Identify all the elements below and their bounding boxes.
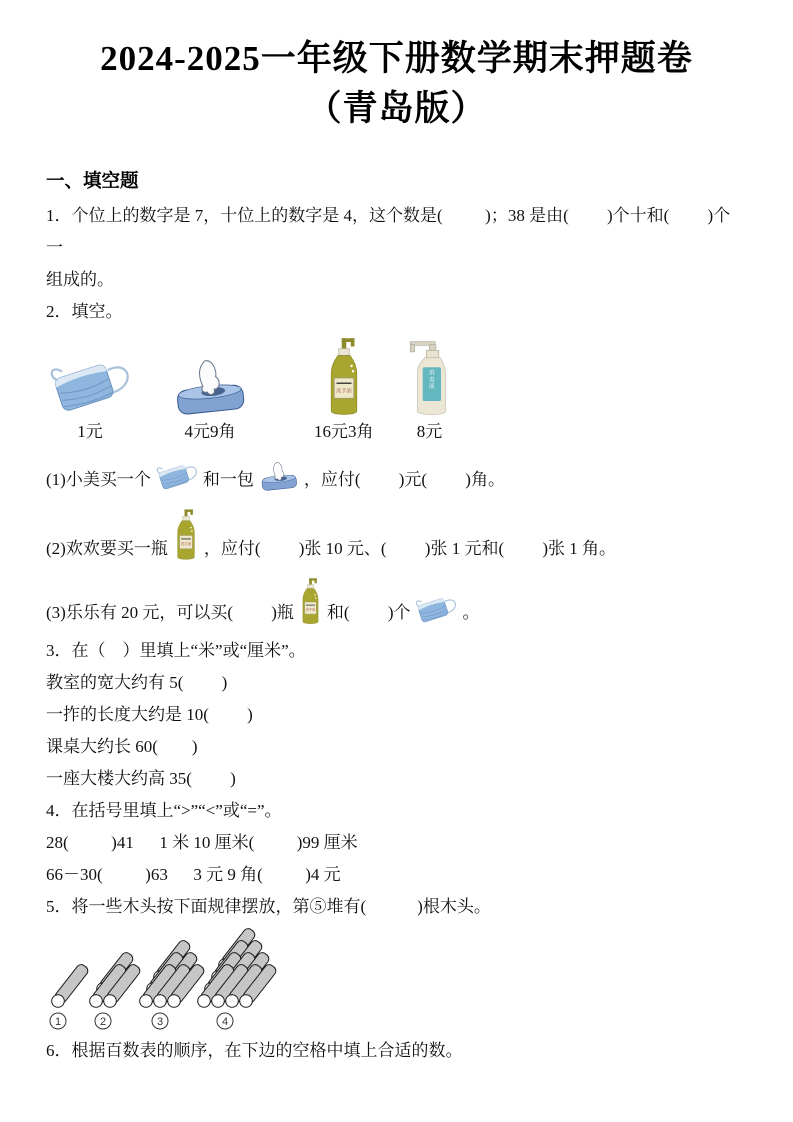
product-disinfectant [404, 338, 456, 442]
q5-stem: 5．将一些木头按下面规律摆放，第⑤堆有( )根木头。 [46, 897, 491, 916]
q2-sub1-text3: ，应付( )元( )角。 [303, 470, 505, 489]
q2-sub2-text2: ，应付( )张 10 元、( )张 1 元和( )张 1 角。 [203, 539, 617, 558]
pile-label-number: 3 [156, 1016, 164, 1028]
hand-sanitizer-icon [171, 508, 201, 563]
product-wet-wipes [168, 357, 252, 442]
q6-stem: 6．根据百数表的顺序，在下边的空格中填上合适的数。 [46, 1041, 463, 1060]
hand-sanitizer-icon [321, 336, 367, 420]
q4-stem: 4．在括号里填上“>”“<”或“=”。 [46, 801, 282, 820]
hand-sanitizer-icon [297, 577, 324, 627]
wood-piles-figure [46, 927, 326, 1031]
product-hand-sanitizer [314, 336, 374, 442]
wood-pile [198, 927, 278, 1029]
mask-icon [154, 460, 200, 494]
q3-line4: 一座大楼大约高 35( ) [46, 769, 236, 788]
q2-sub2 [46, 510, 747, 565]
mask-price-label: 1元 [77, 422, 103, 441]
mask-icon [46, 354, 134, 420]
wood-pile [90, 951, 142, 1029]
title-line1: 2024-2025一年级下册数学期末押题卷 [100, 39, 693, 78]
q1-line2: 组成的。 [46, 270, 114, 289]
sanitizer-price-label: 16元3角 [314, 422, 374, 441]
product-row [46, 336, 747, 442]
q3-line1: 教室的宽大约有 5( ) [46, 673, 228, 692]
q2-sub3-text2: 和( )个 [326, 603, 411, 622]
wood-pile [140, 939, 206, 1029]
disinfectant-price-label: 8元 [416, 422, 443, 441]
q4-line1: 28( )41 1 米 10 厘米( )99 厘米 [46, 833, 358, 852]
wood-pile [50, 963, 90, 1029]
q2-sub3-text3: 。 [462, 603, 480, 622]
page-title [46, 0, 747, 134]
title-line2: （青岛版） [306, 89, 487, 128]
pile-label-number: 1 [54, 1016, 62, 1028]
mask-icon [413, 593, 459, 627]
q3-stem: 3．在（ ）里填上“米”或“厘米”。 [46, 641, 306, 660]
q2-sub1-text1: (1)小美买一个 [46, 470, 151, 489]
q4-line2: 66－30( )63 3 元 9 角( )4 元 [46, 865, 341, 884]
disinfectant-icon [404, 338, 456, 420]
pile-label-number: 2 [99, 1016, 107, 1028]
q3-line3: 课桌大约长 60( ) [46, 737, 198, 756]
wipes-price-label: 4元9角 [184, 422, 236, 441]
product-mask [46, 354, 134, 442]
wet-wipes-icon [168, 357, 252, 420]
wet-wipes-icon [257, 460, 301, 494]
section-heading: 一、填空题 [46, 170, 139, 191]
q2-sub3 [46, 579, 747, 629]
pile-label-number: 4 [221, 1016, 229, 1028]
q2-sub1-text2: 和一包 [202, 470, 254, 489]
q2-sub3-text1: (3)乐乐有 20 元，可以买( )瓶 [46, 603, 294, 622]
q2-stem: 2．填空。 [46, 302, 123, 321]
q1-line1: 1．个位上的数字是 7，十位上的数字是 4，这个数是( )；38 是由( )个十和( )个一 [46, 206, 731, 257]
q2-sub1 [46, 462, 747, 496]
q3-line2: 一拃的长度大约是 10( ) [46, 705, 253, 724]
q2-sub2-text1: (2)欢欢要买一瓶 [46, 539, 168, 558]
